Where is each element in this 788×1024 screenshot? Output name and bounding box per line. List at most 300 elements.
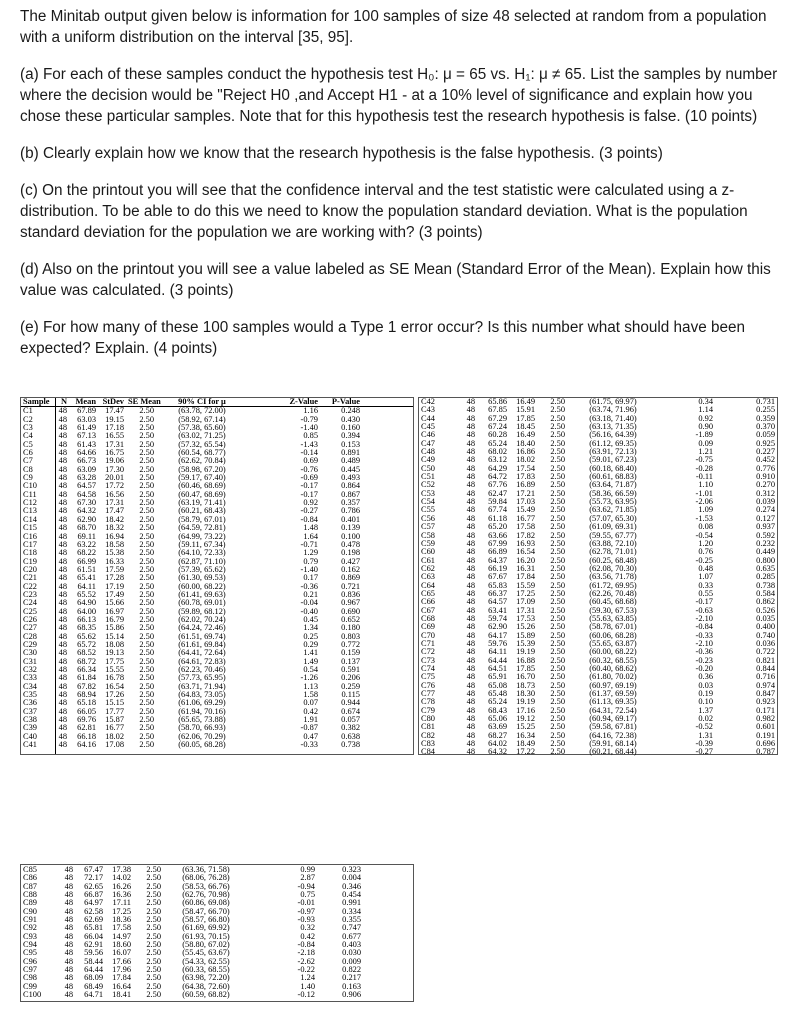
ci-cell: (62.76, 70.98) [182,890,230,900]
ci-cell: (55.65, 63.87) [589,638,637,648]
mean-cell: 64.51 [488,664,507,673]
p-value-cell: 0.591 [341,665,360,674]
mean-cell: 68.94 [77,690,96,700]
ci-cell: (60.45, 68.68) [589,597,637,607]
stdev-cell: 17.83 [516,472,535,482]
mean-cell: 67.99 [488,538,507,548]
n-cell: 48 [58,614,67,624]
n-cell: 48 [58,456,67,466]
sample-cell: C98 [23,973,37,983]
ci-cell: (64.24, 72.46) [178,623,226,633]
se-mean-cell: 2.50 [550,505,565,515]
n-cell: 48 [64,873,73,883]
p-value-cell: 0.721 [341,581,360,591]
sample-cell: C68 [421,613,435,623]
z-value-cell: -2.10 [695,638,713,648]
ci-cell: (61.12, 69.35) [589,438,637,448]
ci-cell: (64.31, 72.54) [589,705,637,715]
z-value-cell: -0.94 [297,881,315,891]
mean-cell: 68.43 [488,705,507,715]
n-cell: 48 [58,539,67,549]
z-value-cell: -0.22 [297,965,315,975]
stdev-cell: 15.86 [105,623,124,633]
sample-cell: C30 [23,648,37,658]
p-value-cell: 0.274 [756,505,775,515]
sample-cell: C42 [421,397,435,406]
p-value-cell: 0.430 [341,414,360,424]
ci-cell: (59.17, 67.40) [178,473,226,483]
se-mean-cell: 2.50 [146,906,161,916]
ci-cell: (63.56, 71.78) [589,572,637,582]
p-value-cell: 0.217 [342,973,361,983]
n-cell: 48 [466,547,475,557]
stdev-cell: 15.26 [516,622,535,632]
stdev-cell: 15.15 [105,698,124,708]
stdev-cell: 19.13 [105,648,124,658]
p-value-cell: 0.403 [342,940,361,950]
ci-cell: (60.61, 68.83) [589,472,637,482]
stdev-cell: 16.77 [105,723,124,733]
mean-cell: 65.62 [77,631,96,641]
p-value-cell: 0.592 [756,530,775,540]
ci-cell: (58.79, 67.01) [178,514,226,524]
stdev-cell: 16.79 [105,614,124,624]
col-z-value: Z-Value [248,398,320,407]
mean-cell: 63.22 [77,539,96,549]
sample-cell: C84 [421,747,435,757]
stdev-cell: 16.56 [105,489,124,499]
se-mean-cell: 2.50 [139,589,154,599]
sample-cell: C96 [23,956,37,966]
mean-cell: 65.24 [488,697,507,707]
z-value-cell: -0.27 [695,747,713,757]
sample-cell: C48 [421,447,435,457]
se-mean-cell: 2.50 [550,455,565,465]
sample-cell: C88 [23,890,37,900]
se-mean-cell: 2.50 [139,639,154,649]
mean-cell: 62.69 [84,915,103,925]
z-value-cell: 1.58 [303,690,318,700]
mean-cell: 63.69 [488,722,507,732]
ci-cell: (61.30, 69.53) [178,573,226,583]
se-mean-cell: 2.50 [550,405,565,415]
mean-cell: 59.56 [84,948,103,958]
z-value-cell: 0.42 [300,931,315,941]
z-value-cell: -0.12 [297,990,315,1000]
mean-cell: 64.97 [84,898,103,908]
mean-cell: 68.70 [77,523,96,533]
n-cell: 48 [466,714,475,724]
z-value-cell: -0.20 [695,664,713,673]
p-value-cell: 0.259 [341,681,360,691]
ci-cell: (63.91, 72.13) [589,447,637,457]
mean-cell: 63.41 [488,605,507,615]
mean-cell: 68.35 [77,623,96,633]
mean-cell: 60.28 [488,430,507,440]
n-cell: 48 [58,606,67,616]
ci-cell: (61.80, 70.02) [589,672,637,682]
z-value-cell: 0.42 [303,706,318,716]
ci-cell: (63.62, 71.85) [589,505,637,515]
n-cell: 48 [466,488,475,498]
sample-cell: C72 [421,647,435,657]
se-mean-cell: 2.50 [146,990,161,1000]
sample-cell: C52 [421,480,435,490]
sample-cell: C9 [23,473,33,483]
p-value-cell: 0.864 [341,481,360,491]
z-value-cell: 1.91 [303,715,318,725]
sample-cell: C79 [421,705,435,715]
n-cell: 48 [64,940,73,950]
z-value-cell: -0.71 [300,539,318,549]
n-cell: 48 [466,680,475,690]
p-value-cell: 0.127 [756,513,775,523]
p-value-cell: 0.638 [341,731,360,741]
z-value-cell: -0.87 [300,723,318,733]
se-mean-cell: 2.50 [139,614,154,624]
n-cell: 48 [58,464,67,474]
p-value-cell: 0.139 [341,523,360,533]
se-mean-cell: 2.50 [146,956,161,966]
stdev-cell: 16.49 [516,397,535,406]
p-value-cell: 0.740 [756,630,775,640]
ci-cell: (61.69, 69.92) [182,923,230,933]
z-value-cell: 1.24 [300,973,315,983]
se-mean-cell: 2.50 [139,456,154,466]
ci-cell: (60.06, 68.28) [589,630,637,640]
z-value-cell: -0.27 [300,506,318,516]
z-value-cell: 2.87 [300,873,315,883]
se-mean-cell: 2.50 [146,965,161,975]
stdev-cell: 17.25 [112,906,131,916]
sample-cell: C62 [421,563,435,573]
stdev-cell: 16.75 [105,448,124,458]
z-value-cell: -0.76 [300,464,318,474]
n-cell: 48 [58,481,67,491]
ci-cell: (60.21, 68.44) [589,747,637,757]
sample-cell: C13 [23,506,37,516]
z-value-cell: -0.69 [300,473,318,483]
p-value-cell: 0.232 [756,538,775,548]
stdev-cell: 17.58 [516,522,535,532]
se-mean-cell: 2.50 [550,447,565,457]
se-mean-cell: 2.50 [139,523,154,533]
ci-cell: (60.97, 69.19) [589,680,637,690]
ci-cell: (63.19, 71.41) [178,498,226,508]
se-mean-cell: 2.50 [550,538,565,548]
sample-cell: C69 [421,622,435,632]
z-value-cell: 1.49 [303,656,318,666]
ci-cell: (60.32, 68.55) [589,655,637,665]
se-mean-cell: 2.50 [550,722,565,732]
sample-cell: C75 [421,672,435,682]
stdev-cell: 17.66 [112,956,131,966]
n-cell: 48 [466,613,475,623]
mean-cell: 67.76 [488,480,507,490]
n-cell: 48 [466,438,475,448]
p-value-cell: 0.690 [341,606,360,616]
n-cell: 48 [466,664,475,673]
sample-cell: C94 [23,940,37,950]
se-mean-cell: 2.50 [139,556,154,566]
mean-cell: 64.00 [77,606,96,616]
sample-cell: C100 [23,990,42,1000]
z-value-cell: 0.54 [303,665,318,674]
p-value-cell: 0.844 [756,664,775,673]
p-value-cell: 0.035 [756,613,775,623]
z-value-cell: -0.28 [695,463,713,473]
p-value-cell: 0.059 [756,430,775,440]
se-mean-cell: 2.50 [550,689,565,699]
se-mean-cell: 2.50 [139,439,154,449]
ci-cell: (59.89, 68.12) [178,606,226,616]
z-value-cell: 1.14 [698,405,713,415]
ci-cell: (57.73, 65.95) [178,673,226,683]
sample-cell: C25 [23,606,37,616]
stdev-cell: 17.16 [516,705,535,715]
p-value-cell: 0.847 [756,689,775,699]
n-cell: 48 [58,740,67,750]
z-value-cell: 0.08 [698,522,713,532]
n-cell: 48 [58,531,67,541]
ci-cell: (57.32, 65.54) [178,439,226,449]
mean-cell: 64.11 [488,647,507,657]
sample-cell: C95 [23,948,37,958]
mean-cell: 66.89 [488,547,507,557]
mean-cell: 66.18 [77,731,96,741]
se-mean-cell: 2.50 [550,613,565,623]
z-value-cell: 0.92 [698,413,713,423]
sample-cell: C32 [23,665,37,674]
n-cell: 48 [466,638,475,648]
se-mean-cell: 2.50 [139,423,154,433]
se-mean-cell: 2.50 [550,430,565,440]
mean-cell: 64.11 [77,581,96,591]
stdev-cell: 18.30 [516,689,535,699]
se-mean-cell: 2.50 [139,740,154,750]
mean-cell: 64.66 [77,448,96,458]
sample-cell: C17 [23,539,37,549]
stdev-cell: 16.07 [112,948,131,958]
mean-cell: 62.65 [84,881,103,891]
sample-cell: C65 [421,588,435,598]
z-value-cell: 0.75 [300,890,315,900]
stdev-cell: 16.70 [516,672,535,682]
mean-cell: 66.34 [77,665,96,674]
p-value-cell: 0.312 [756,488,775,498]
z-value-cell: -0.54 [695,530,713,540]
sample-cell: C34 [23,681,37,691]
ci-cell: (55.45, 63.67) [182,948,230,958]
stdev-cell: 16.88 [516,655,535,665]
n-cell: 48 [466,580,475,590]
ci-cell: (61.93, 70.15) [182,931,230,941]
stdev-cell: 15.91 [516,405,535,415]
z-value-cell: 1.41 [303,648,318,658]
stdev-cell: 16.33 [105,556,124,566]
se-mean-cell: 2.50 [550,622,565,632]
se-mean-cell: 2.50 [146,931,161,941]
se-mean-cell: 2.50 [139,631,154,641]
se-mean-cell: 2.50 [139,564,154,574]
z-value-cell: 0.19 [698,689,713,699]
ci-cell: (55.73, 63.95) [589,497,637,507]
ci-cell: (59.58, 67.81) [589,722,637,732]
p-value-cell: 0.867 [341,489,360,499]
stdev-cell: 19.15 [105,414,124,424]
p-value-cell: 0.115 [341,690,360,700]
ci-cell: (59.01, 67.23) [589,455,637,465]
se-mean-cell: 2.50 [550,555,565,565]
p-value-cell: 0.137 [341,656,360,666]
z-value-cell: 1.48 [303,523,318,533]
sample-cell: C19 [23,556,37,566]
stdev-cell: 17.47 [105,406,124,416]
se-mean-cell: 2.50 [146,898,161,908]
p-value-cell: 0.652 [341,614,360,624]
sample-cell: C99 [23,981,37,991]
se-mean-cell: 2.50 [146,948,161,958]
stdev-cell: 14.02 [112,873,131,883]
stdev-cell: 15.66 [105,598,124,608]
sample-cell: C22 [23,581,37,591]
n-cell: 48 [58,581,67,591]
mean-cell: 65.48 [488,689,507,699]
n-cell: 48 [58,514,67,524]
z-value-cell: 0.21 [303,589,318,599]
n-cell: 48 [466,422,475,432]
p-value-cell: 0.862 [756,597,775,607]
z-value-cell: 1.21 [698,447,713,457]
n-cell: 48 [58,548,67,558]
z-value-cell: -0.17 [300,481,318,491]
n-cell: 48 [466,588,475,598]
sample-cell: C1 [23,406,33,416]
se-mean-cell: 2.50 [139,690,154,700]
se-mean-cell: 2.50 [139,581,154,591]
se-mean-cell: 2.50 [550,597,565,607]
n-cell: 48 [58,489,67,499]
sample-cell: C56 [421,513,435,523]
se-mean-cell: 2.50 [139,539,154,549]
p-value-cell: 0.869 [341,573,360,583]
se-mean-cell: 2.50 [146,923,161,933]
ci-cell: (58.57, 66.80) [182,915,230,925]
z-value-cell: -0.04 [300,598,318,608]
n-cell: 48 [466,430,475,440]
n-cell: 48 [58,439,67,449]
ci-cell: (59.91, 68.14) [589,739,637,749]
stdev-cell: 17.77 [105,706,124,716]
mean-cell: 62.91 [84,940,103,950]
stdev-cell: 18.41 [112,990,131,1000]
sample-cell: C77 [421,689,435,699]
p-value-cell: 0.967 [341,598,360,608]
se-mean-cell: 2.50 [139,464,154,474]
ci-cell: (63.18, 71.40) [589,413,637,423]
se-mean-cell: 2.50 [146,940,161,950]
sample-cell: C21 [23,573,37,583]
n-cell: 48 [466,555,475,565]
sample-cell: C5 [23,439,33,449]
mean-cell: 64.29 [488,463,507,473]
mean-cell: 63.03 [77,414,96,424]
n-cell: 48 [466,722,475,732]
sample-cell: C12 [23,498,37,508]
mean-cell: 63.28 [77,473,96,483]
sample-cell: C27 [23,623,37,633]
z-value-cell: -1.89 [695,430,713,440]
col-ci: 90% CI for μ [156,398,248,407]
sample-cell: C71 [421,638,435,648]
se-mean-cell: 2.50 [139,473,154,483]
mean-cell: 66.05 [77,706,96,716]
se-mean-cell: 2.50 [139,498,154,508]
p-value-cell: 0.787 [756,747,775,757]
stdev-cell: 16.54 [516,547,535,557]
p-value-cell: 0.357 [341,498,360,508]
se-mean-cell: 2.50 [139,673,154,683]
sample-cell: C74 [421,664,435,673]
mean-cell: 65.83 [488,580,507,590]
sample-cell: C49 [421,455,435,465]
stdev-cell: 17.19 [105,581,124,591]
z-value-cell: -1.01 [695,488,713,498]
p-value-cell: 0.584 [756,588,775,598]
se-mean-cell: 2.50 [550,705,565,715]
z-value-cell: 0.99 [300,865,315,874]
se-mean-cell: 2.50 [550,522,565,532]
mean-cell: 65.06 [488,714,507,724]
ci-cell: (58.98, 67.20) [178,464,226,474]
sample-cell: C33 [23,673,37,683]
se-mean-cell: 2.50 [550,497,565,507]
mean-cell: 68.52 [77,648,96,658]
p-value-cell: 0.206 [341,673,360,683]
stdev-cell: 16.54 [105,681,124,691]
stdev-cell: 16.97 [105,606,124,616]
sample-cell: C31 [23,656,37,666]
se-mean-cell: 2.50 [139,548,154,558]
z-value-cell: 0.17 [303,573,318,583]
p-value-cell: 0.009 [342,956,361,966]
p-value-cell: 0.449 [756,547,775,557]
p-value-cell: 0.738 [341,740,360,750]
stdev-cell: 17.31 [105,498,124,508]
se-mean-cell: 2.50 [550,580,565,590]
se-mean-cell: 2.50 [146,915,161,925]
stdev-cell: 17.26 [105,690,124,700]
stdev-cell: 17.53 [516,613,535,623]
ci-cell: (61.94, 70.16) [178,706,226,716]
ci-cell: (58.36, 66.59) [589,488,637,498]
n-cell: 48 [64,956,73,966]
stdev-cell: 16.49 [516,430,535,440]
sample-cell: C18 [23,548,37,558]
mean-cell: 66.73 [77,456,96,466]
se-mean-cell: 2.50 [550,438,565,448]
p-value-cell: 0.359 [756,413,775,423]
p-value-cell: 0.004 [342,873,361,883]
stdev-cell: 16.78 [105,673,124,683]
n-cell: 48 [64,923,73,933]
sample-cell: C67 [421,605,435,615]
n-cell: 48 [58,698,67,708]
z-value-cell: -0.79 [300,414,318,424]
mean-cell: 64.57 [77,481,96,491]
n-cell: 48 [466,697,475,707]
z-value-cell: 0.29 [303,639,318,649]
